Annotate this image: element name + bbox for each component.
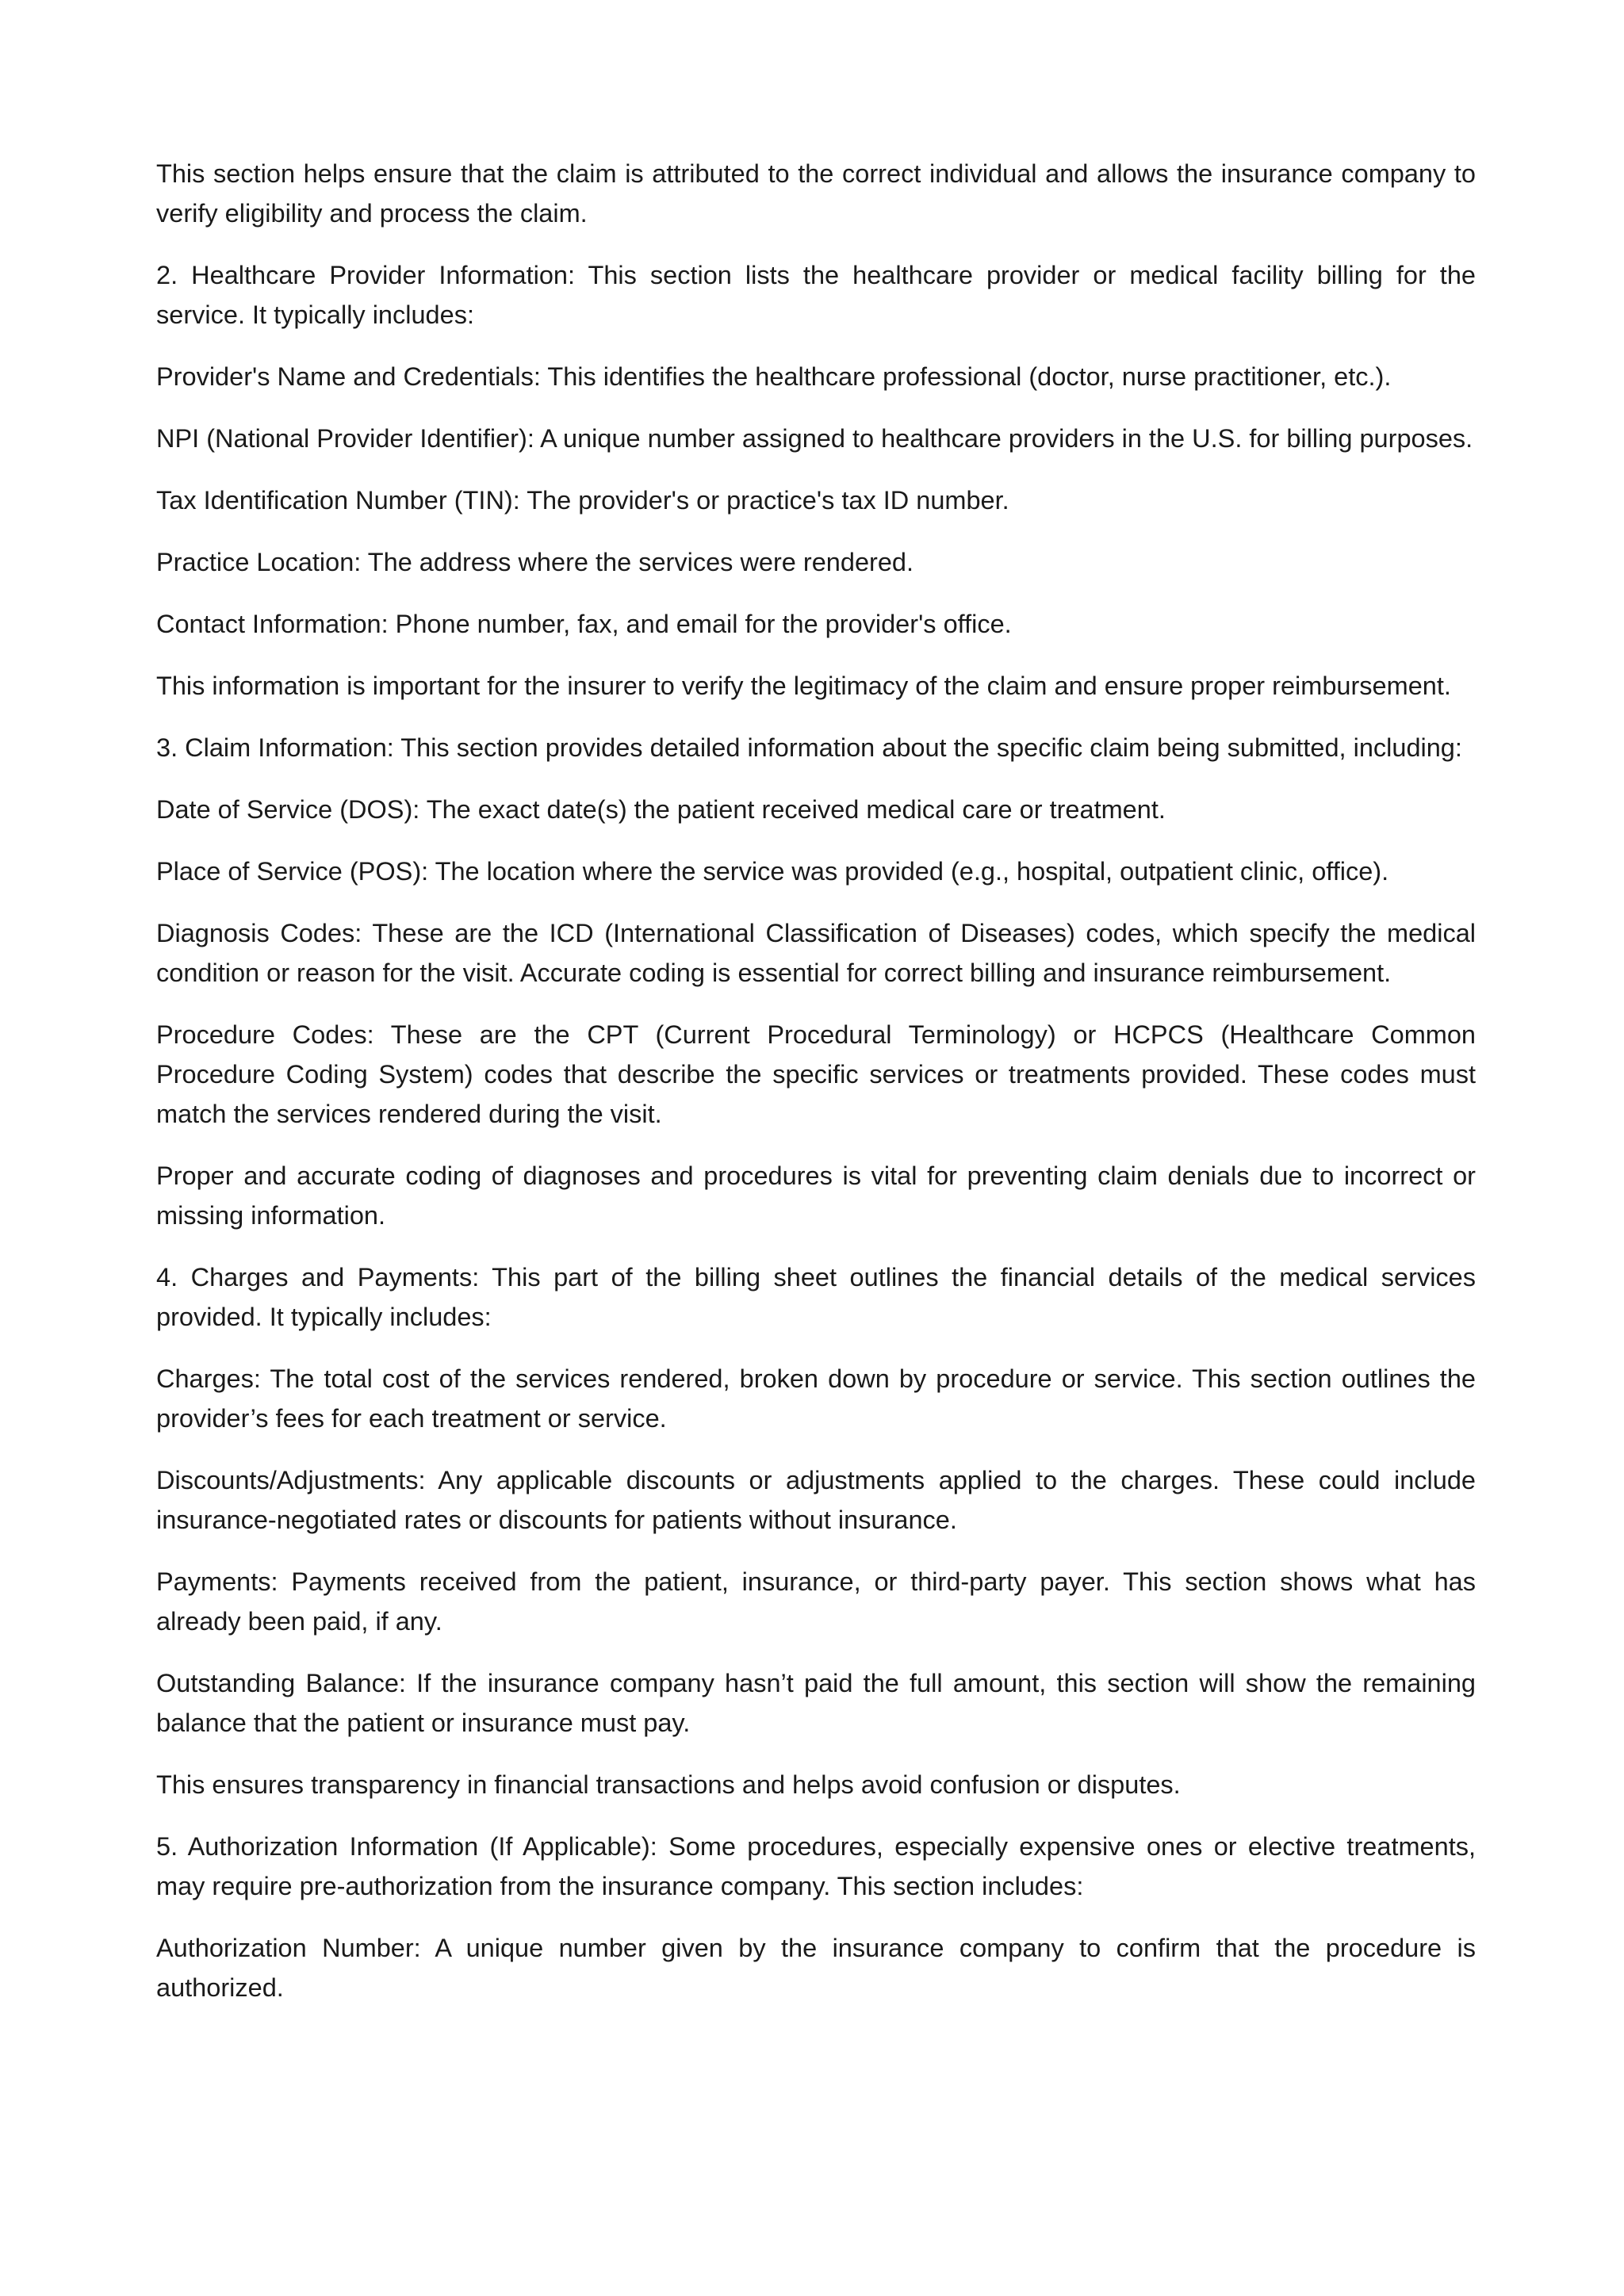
paragraph-coding-importance: Proper and accurate coding of diagnoses and procedures is vital for preventing claim denials due to incorrect or missing information. [156,1161,1476,1230]
paragraph-charges: Charges: The total cost of the services rendered, broken down by procedure or service. This section outlines the provider’s fees for each treatment or service. [156,1364,1476,1433]
paragraph-provider-name: Provider's Name and Credentials: This identifies the healthcare professional (doctor, nurse practitioner, etc.). [156,362,1392,391]
paragraph-date-of-service: Date of Service (DOS): The exact date(s) the patient received medical care or treatment. [156,795,1166,824]
paragraph-authorization-heading: 5. Authorization Information (If Applicable): Some procedures, especially expensive ones or elective treatments, may require pre-authorization from the insurance company. This section includes: [156,1832,1476,1900]
paragraph-npi: NPI (National Provider Identifier): A unique number assigned to healthcare providers in the U.S. for billing purposes. [156,424,1473,453]
paragraph-tin: Tax Identification Number (TIN): The provider's or practice's tax ID number. [156,486,1009,515]
paragraph-charges-payments-heading: 4. Charges and Payments: This part of the billing sheet outlines the financial details of the medical services provided. It typically includes: [156,1263,1476,1331]
paragraph-authorization-number: Authorization Number: A unique number given by the insurance company to confirm that the procedure is authorized. [156,1934,1476,2002]
paragraph-claim-info-heading: 3. Claim Information: This section provides detailed information about the specific claim being submitted, including: [156,733,1462,762]
paragraph-contact-info: Contact Information: Phone number, fax, and email for the provider's office. [156,610,1012,638]
paragraph-discounts: Discounts/Adjustments: Any applicable discounts or adjustments applied to the charges. These could include insurance-negotiated rates or discounts for patients without insurance. [156,1466,1476,1534]
document-body [156,154,1476,2030]
paragraph-provider-importance: This information is important for the insurer to verify the legitimacy of the claim and ensure proper reimbursement. [156,672,1451,700]
paragraph-outstanding-balance: Outstanding Balance: If the insurance company hasn’t paid the full amount, this section will show the remaining balance that the patient or insurance must pay. [156,1669,1476,1737]
paragraph-practice-location: Practice Location: The address where the services were rendered. [156,548,914,576]
paragraph-procedure-codes: Procedure Codes: These are the CPT (Current Procedural Terminology) or HCPCS (Healthcare Common Procedure Coding System) codes that describe the specific services or treatments provided. These codes must match the services rendered during the visit. [156,1020,1476,1128]
paragraph-transparency: This ensures transparency in financial transactions and helps avoid confusion or disputes. [156,1770,1181,1799]
paragraph-diagnosis-codes: Diagnosis Codes: These are the ICD (International Classification of Diseases) codes, which specify the medical condition or reason for the visit. Accurate coding is essential for correct billing and insurance reimbursement. [156,919,1476,987]
paragraph-place-of-service: Place of Service (POS): The location where the service was provided (e.g., hospital, outpatient clinic, office). [156,857,1389,886]
paragraph-claim-attribution: This section helps ensure that the claim is attributed to the correct individual and allows the insurance company to verify eligibility and process the claim. [156,159,1476,228]
paragraph-payments: Payments: Payments received from the patient, insurance, or third-party payer. This section shows what has already been paid, if any. [156,1567,1476,1636]
paragraph-provider-info-heading: 2. Healthcare Provider Information: This section lists the healthcare provider or medical facility billing for the service. It typically includes: [156,261,1476,329]
